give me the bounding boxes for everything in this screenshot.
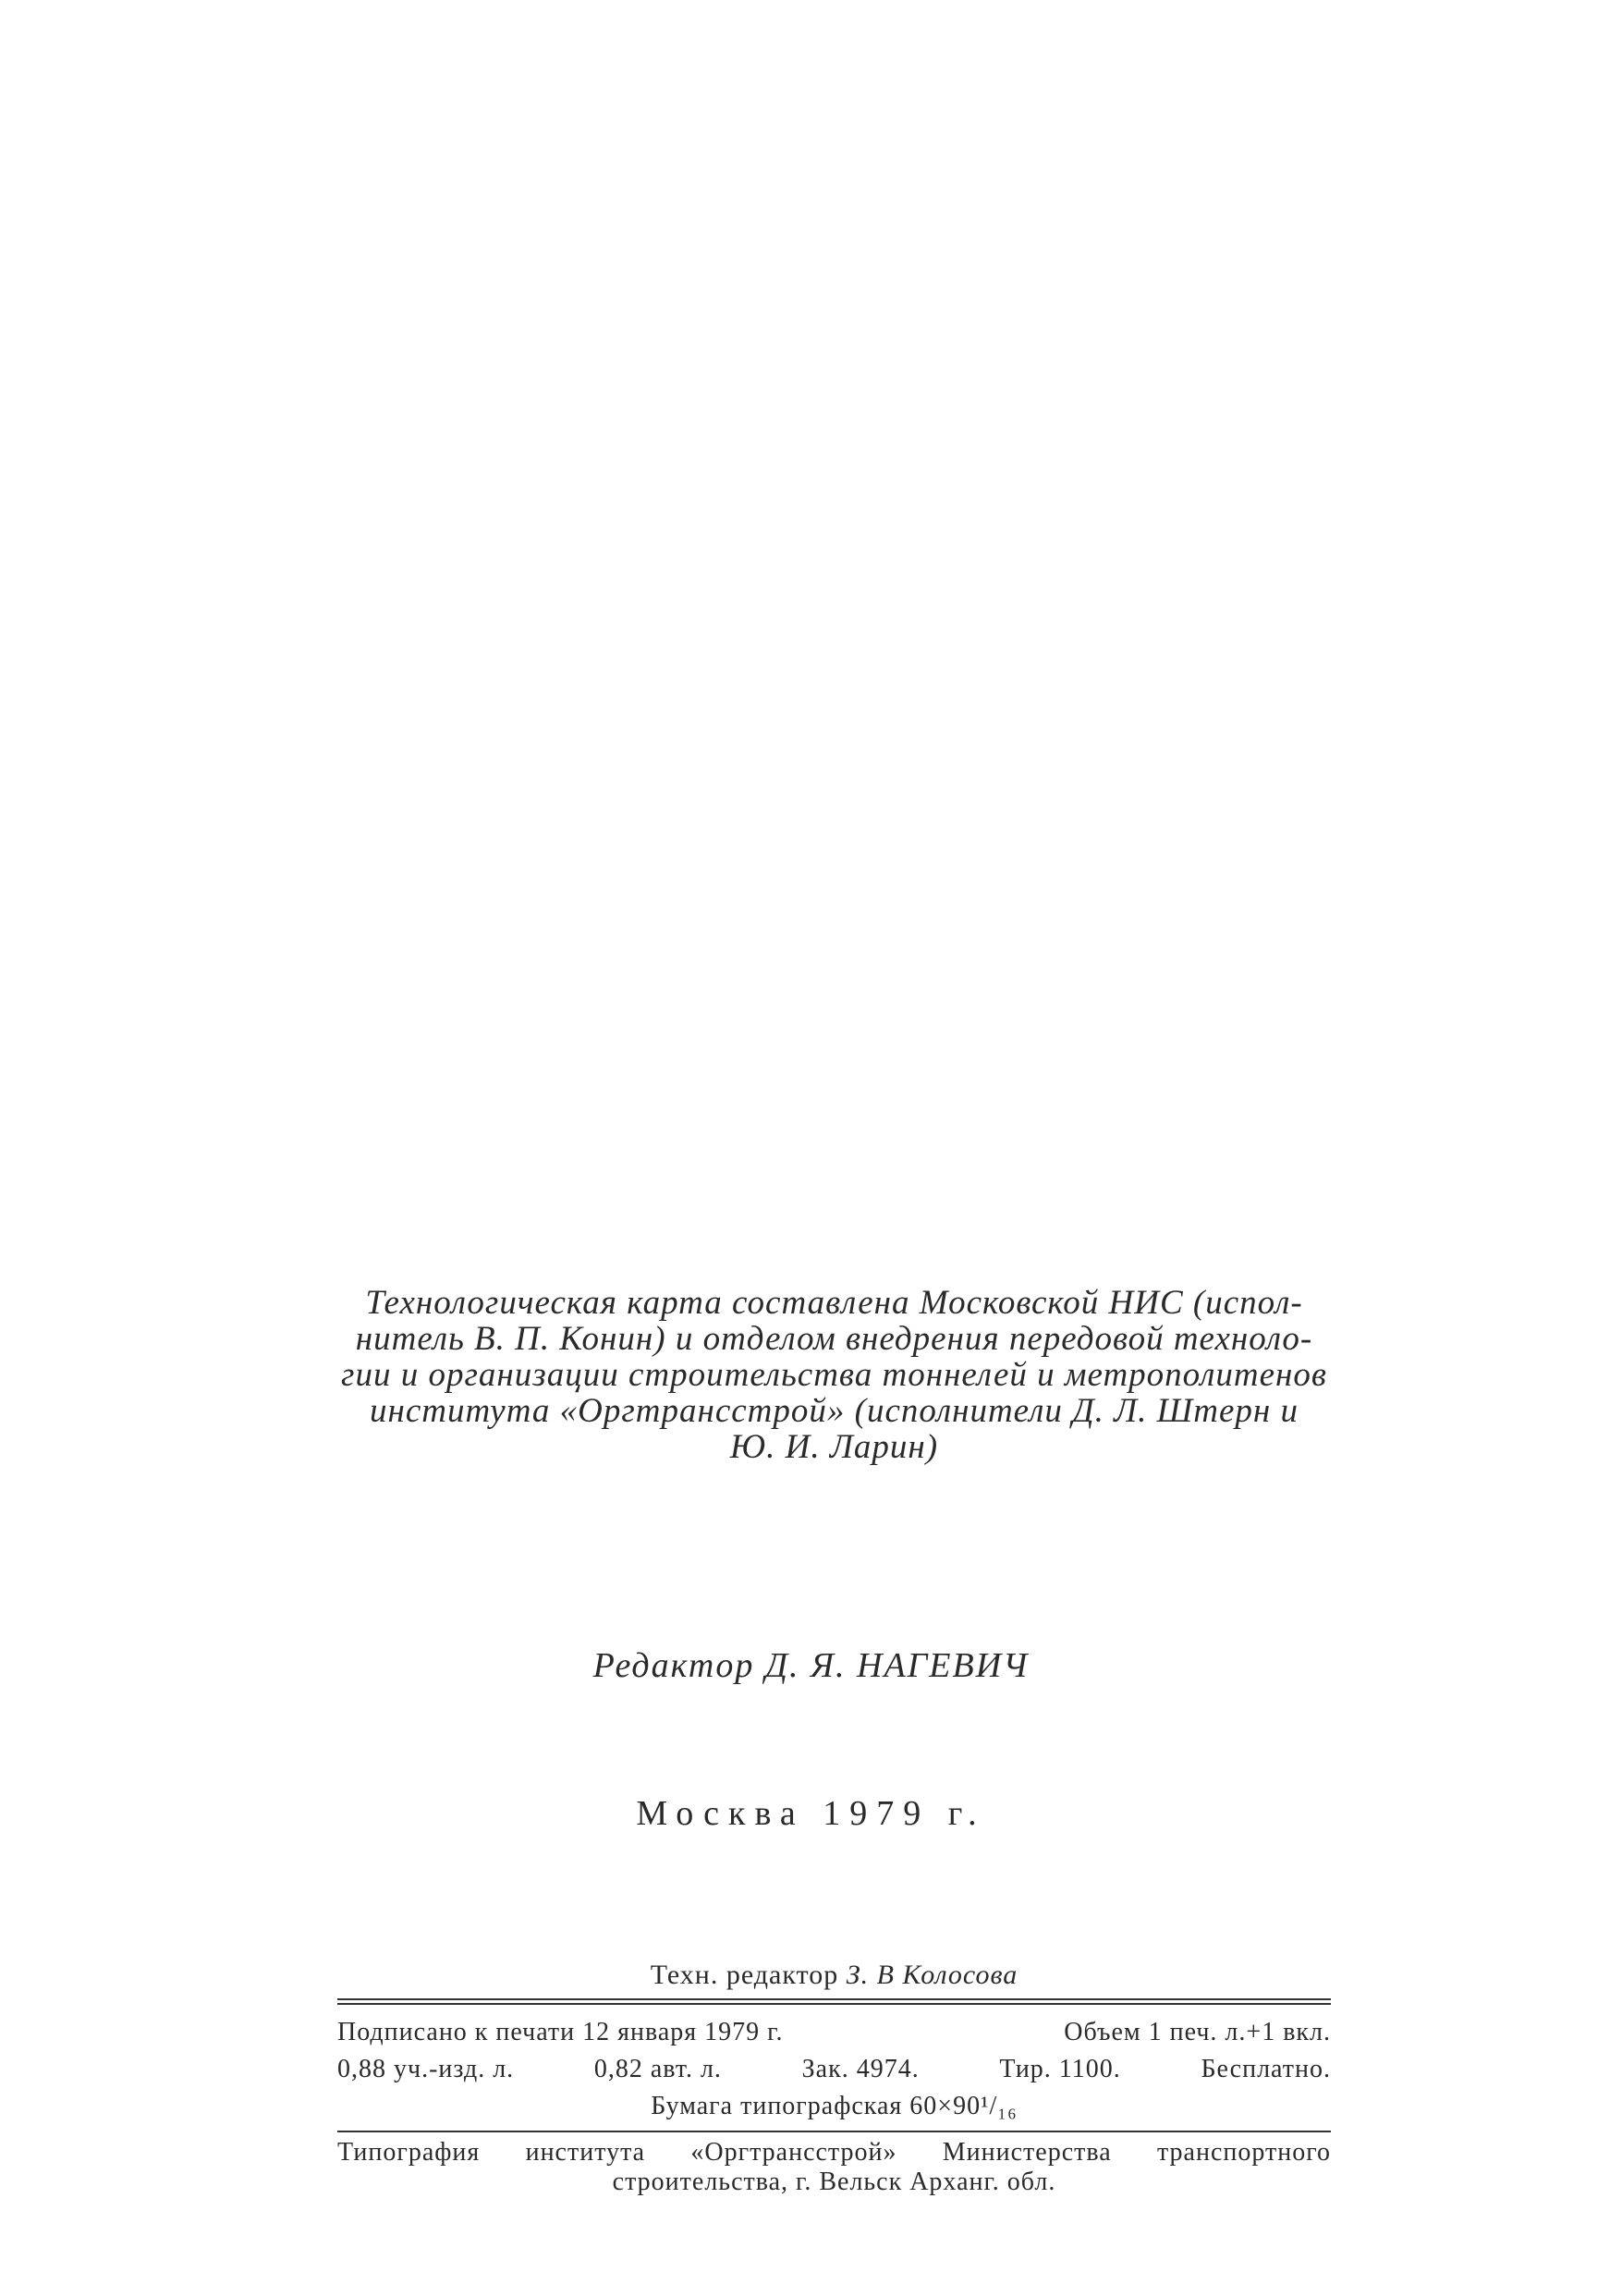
- printer-info: [337, 2138, 1331, 2197]
- tech-editor: [337, 1960, 1331, 1991]
- city-year: Москва 1979 г.: [636, 1794, 986, 1833]
- credits-line: института «Оргтрансстрой» (исполнители Д. Л. Штерн и: [369, 1392, 1299, 1430]
- print-run: Тир. 1100.: [999, 2055, 1121, 2083]
- imprint-row-paper: [337, 2088, 1331, 2125]
- credits-line: нитель В. П. Конин) и отделом внедрения передовой техноло-: [355, 1320, 1313, 1358]
- imprint-block: [337, 1960, 1331, 2197]
- price: Бесплатно.: [1201, 2055, 1331, 2083]
- uch-izd-sheets: 0,88 уч.-изд. л.: [337, 2055, 515, 2083]
- printer-line: строительства, г. Вельск Арханг. обл.: [612, 2168, 1056, 2196]
- credits-line: Ю. И. Ларин): [729, 1428, 939, 1466]
- print-volume: Объем 1 печ. л.+1 вкл.: [1064, 2018, 1331, 2046]
- tech-editor-name: З. В Колосова: [846, 1960, 1018, 1990]
- imprint-row-stats: [337, 2051, 1331, 2088]
- author-sheets: 0,82 авт. л.: [593, 2055, 722, 2083]
- double-divider: [337, 1998, 1331, 2005]
- printer-line: Типография института «Оргтрансстрой» Министерства транспортного: [337, 2138, 1331, 2167]
- paper-format: Бумага типографская 60×90¹/₁₆: [651, 2092, 1018, 2120]
- credits-line: Технологическая карта составлена Московской НИС (испол-: [365, 1284, 1303, 1322]
- editor-credit: Редактор Д. Я. НАГЕВИЧ: [592, 1646, 1030, 1685]
- divider: [337, 2131, 1331, 2132]
- order-number: Зак. 4974.: [801, 2055, 920, 2083]
- credits-paragraph: [337, 1285, 1331, 1465]
- signed-date: Подписано к печати 12 января 1979 г.: [337, 2018, 784, 2046]
- credits-line: гии и организации строительства тоннелей и метрополитенов: [341, 1356, 1327, 1394]
- imprint-row-signed: [337, 2014, 1331, 2051]
- tech-editor-label: Техн. редактор: [650, 1960, 839, 1990]
